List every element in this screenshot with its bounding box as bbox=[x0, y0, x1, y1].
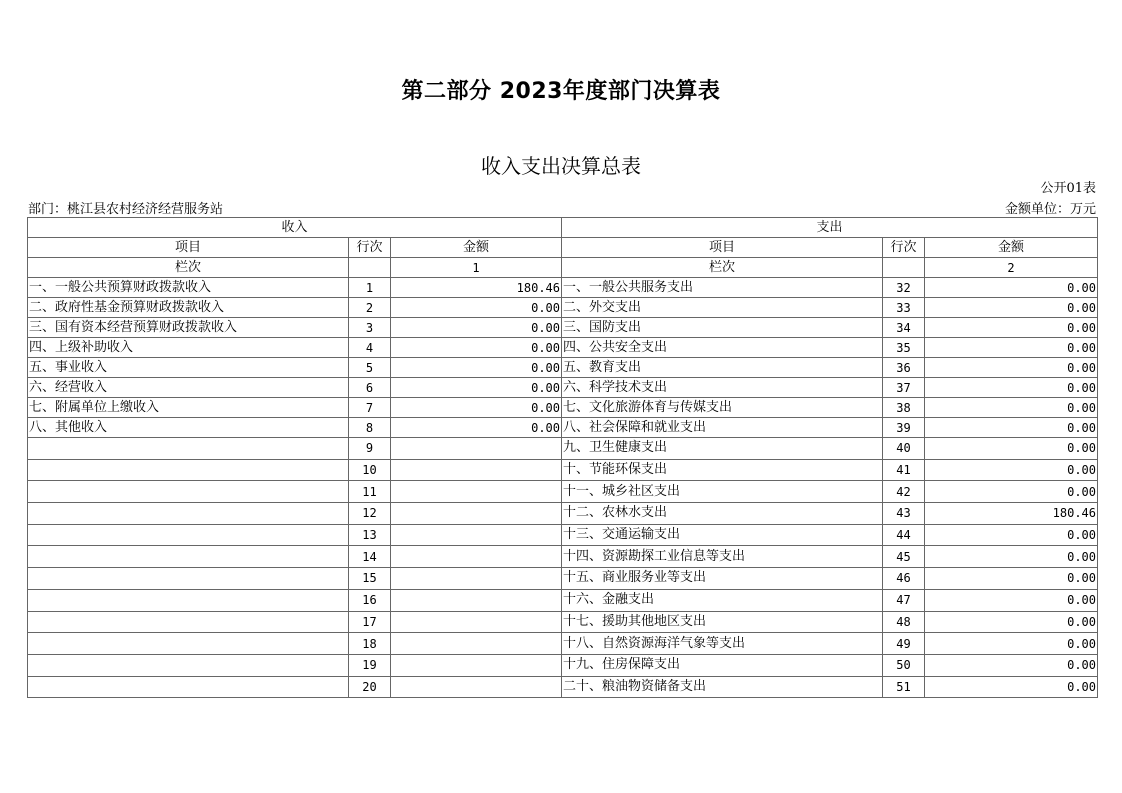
expense-line-cell: 43 bbox=[883, 503, 925, 525]
income-line-cell: 1 bbox=[349, 278, 391, 298]
income-item-cell bbox=[28, 654, 349, 676]
income-line-cell: 10 bbox=[349, 459, 391, 481]
amount-unit-label: 金额单位：万元 bbox=[1004, 202, 1096, 217]
income-amount-header: 金额 bbox=[391, 238, 562, 258]
expense-amount-cell: 0.00 bbox=[925, 481, 1098, 503]
income-column-label: 栏次 bbox=[28, 258, 349, 278]
expense-line-cell: 48 bbox=[883, 611, 925, 633]
expense-amount-cell: 0.00 bbox=[925, 318, 1098, 338]
income-amount-cell bbox=[391, 503, 562, 525]
income-item-cell: 六、经营收入 bbox=[28, 378, 349, 398]
expense-item-cell: 二、外交支出 bbox=[562, 298, 883, 318]
expense-item-cell: 十三、交通运输支出 bbox=[562, 524, 883, 546]
income-amount-cell: 0.00 bbox=[391, 398, 562, 418]
column-header-row bbox=[28, 238, 1098, 258]
expense-line-cell: 46 bbox=[883, 568, 925, 590]
table-row bbox=[28, 318, 1098, 338]
expense-item-cell: 十、节能环保支出 bbox=[562, 459, 883, 481]
expense-amount-cell: 0.00 bbox=[925, 546, 1098, 568]
expense-line-cell: 49 bbox=[883, 633, 925, 655]
expense-amount-cell: 0.00 bbox=[925, 418, 1098, 438]
income-amount-cell bbox=[391, 611, 562, 633]
income-line-cell: 2 bbox=[349, 298, 391, 318]
expense-column-line-blank bbox=[883, 258, 925, 278]
expense-amount-cell: 0.00 bbox=[925, 676, 1098, 698]
section-header-row bbox=[28, 218, 1098, 238]
table-row bbox=[28, 358, 1098, 378]
income-amount-cell bbox=[391, 568, 562, 590]
expense-line-cell: 45 bbox=[883, 546, 925, 568]
table-row bbox=[28, 378, 1098, 398]
table-row bbox=[28, 438, 1098, 460]
expense-item-cell: 十四、资源勘探工业信息等支出 bbox=[562, 546, 883, 568]
income-item-cell bbox=[28, 633, 349, 655]
income-amount-cell: 0.00 bbox=[391, 418, 562, 438]
expense-amount-cell: 0.00 bbox=[925, 298, 1098, 318]
income-amount-cell: 0.00 bbox=[391, 378, 562, 398]
income-line-cell: 9 bbox=[349, 438, 391, 460]
expense-item-cell: 七、文化旅游体育与传媒支出 bbox=[562, 398, 883, 418]
income-amount-cell: 0.00 bbox=[391, 298, 562, 318]
table-row bbox=[28, 481, 1098, 503]
expense-amount-cell: 180.46 bbox=[925, 503, 1098, 525]
table-row bbox=[28, 338, 1098, 358]
income-line-cell: 4 bbox=[349, 338, 391, 358]
income-item-cell bbox=[28, 676, 349, 698]
expense-item-cell: 十八、自然资源海洋气象等支出 bbox=[562, 633, 883, 655]
expense-line-cell: 47 bbox=[883, 589, 925, 611]
income-line-cell: 17 bbox=[349, 611, 391, 633]
income-amount-cell bbox=[391, 438, 562, 460]
expense-item-cell: 九、卫生健康支出 bbox=[562, 438, 883, 460]
expense-amount-cell: 0.00 bbox=[925, 278, 1098, 298]
table-row bbox=[28, 398, 1098, 418]
income-item-cell bbox=[28, 611, 349, 633]
expense-amount-cell: 0.00 bbox=[925, 524, 1098, 546]
income-line-cell: 5 bbox=[349, 358, 391, 378]
income-line-cell: 16 bbox=[349, 589, 391, 611]
form-code: 公开01表 bbox=[1040, 181, 1096, 196]
expense-item-cell: 四、公共安全支出 bbox=[562, 338, 883, 358]
income-amount-cell bbox=[391, 546, 562, 568]
expense-line-cell: 33 bbox=[883, 298, 925, 318]
expense-amount-cell: 0.00 bbox=[925, 633, 1098, 655]
expense-line-cell: 37 bbox=[883, 378, 925, 398]
table-row bbox=[28, 418, 1098, 438]
expense-amount-cell: 0.00 bbox=[925, 589, 1098, 611]
expense-item-cell: 三、国防支出 bbox=[562, 318, 883, 338]
income-amount-cell: 0.00 bbox=[391, 358, 562, 378]
income-line-header: 行次 bbox=[349, 238, 391, 258]
income-column-line-blank bbox=[349, 258, 391, 278]
income-amount-cell bbox=[391, 633, 562, 655]
expense-item-cell: 十五、商业服务业等支出 bbox=[562, 568, 883, 590]
expense-line-header: 行次 bbox=[883, 238, 925, 258]
income-line-cell: 12 bbox=[349, 503, 391, 525]
expense-amount-cell: 0.00 bbox=[925, 568, 1098, 590]
income-item-cell bbox=[28, 546, 349, 568]
document-title: 第二部分 2023年度部门决算表 bbox=[401, 79, 721, 104]
income-item-header: 项目 bbox=[28, 238, 349, 258]
expense-section-header: 支出 bbox=[562, 218, 1098, 238]
income-item-cell bbox=[28, 459, 349, 481]
income-item-cell bbox=[28, 503, 349, 525]
income-item-cell: 五、事业收入 bbox=[28, 358, 349, 378]
expense-line-cell: 36 bbox=[883, 358, 925, 378]
income-item-cell: 七、附属单位上缴收入 bbox=[28, 398, 349, 418]
income-line-cell: 6 bbox=[349, 378, 391, 398]
expense-amount-header: 金额 bbox=[925, 238, 1098, 258]
table-row bbox=[28, 503, 1098, 525]
expense-item-cell: 十六、金融支出 bbox=[562, 589, 883, 611]
income-item-cell: 八、其他收入 bbox=[28, 418, 349, 438]
expense-line-cell: 51 bbox=[883, 676, 925, 698]
income-section-header: 收入 bbox=[28, 218, 562, 238]
income-item-cell bbox=[28, 568, 349, 590]
income-line-cell: 18 bbox=[349, 633, 391, 655]
income-line-cell: 8 bbox=[349, 418, 391, 438]
expense-item-header: 项目 bbox=[562, 238, 883, 258]
expense-column-number: 2 bbox=[925, 258, 1098, 278]
expense-item-cell: 二十、粮油物资储备支出 bbox=[562, 676, 883, 698]
expense-amount-cell: 0.00 bbox=[925, 378, 1098, 398]
income-line-cell: 15 bbox=[349, 568, 391, 590]
table-row bbox=[28, 459, 1098, 481]
income-line-cell: 11 bbox=[349, 481, 391, 503]
expense-amount-cell: 0.00 bbox=[925, 611, 1098, 633]
table-row bbox=[28, 633, 1098, 655]
income-line-cell: 14 bbox=[349, 546, 391, 568]
expense-item-cell: 十九、住房保障支出 bbox=[562, 654, 883, 676]
table-row bbox=[28, 676, 1098, 698]
expense-item-cell: 五、教育支出 bbox=[562, 358, 883, 378]
expense-amount-cell: 0.00 bbox=[925, 338, 1098, 358]
table-row bbox=[28, 546, 1098, 568]
income-item-cell: 三、国有资本经营预算财政拨款收入 bbox=[28, 318, 349, 338]
expense-amount-cell: 0.00 bbox=[925, 438, 1098, 460]
table-row bbox=[28, 568, 1098, 590]
expense-line-cell: 44 bbox=[883, 524, 925, 546]
income-line-cell: 7 bbox=[349, 398, 391, 418]
income-item-cell bbox=[28, 589, 349, 611]
income-line-cell: 3 bbox=[349, 318, 391, 338]
income-expense-table bbox=[27, 217, 1098, 698]
table-row bbox=[28, 524, 1098, 546]
expense-item-cell: 六、科学技术支出 bbox=[562, 378, 883, 398]
income-amount-cell bbox=[391, 676, 562, 698]
expense-amount-cell: 0.00 bbox=[925, 654, 1098, 676]
income-amount-cell bbox=[391, 654, 562, 676]
income-amount-cell bbox=[391, 481, 562, 503]
income-item-cell bbox=[28, 524, 349, 546]
income-amount-cell: 180.46 bbox=[391, 278, 562, 298]
expense-line-cell: 39 bbox=[883, 418, 925, 438]
expense-amount-cell: 0.00 bbox=[925, 358, 1098, 378]
income-amount-cell: 0.00 bbox=[391, 318, 562, 338]
income-item-cell: 二、政府性基金预算财政拨款收入 bbox=[28, 298, 349, 318]
expense-item-cell: 十七、援助其他地区支出 bbox=[562, 611, 883, 633]
expense-line-cell: 35 bbox=[883, 338, 925, 358]
expense-amount-cell: 0.00 bbox=[925, 398, 1098, 418]
income-column-number: 1 bbox=[391, 258, 562, 278]
expense-item-cell: 八、社会保障和就业支出 bbox=[562, 418, 883, 438]
expense-item-cell: 十一、城乡社区支出 bbox=[562, 481, 883, 503]
expense-line-cell: 42 bbox=[883, 481, 925, 503]
income-line-cell: 13 bbox=[349, 524, 391, 546]
department-label: 部门：桃江县农村经济经营服务站 bbox=[28, 202, 224, 217]
expense-item-cell: 十二、农林水支出 bbox=[562, 503, 883, 525]
table-row bbox=[28, 589, 1098, 611]
table-title: 收入支出决算总表 bbox=[481, 154, 641, 178]
table-row bbox=[28, 654, 1098, 676]
expense-line-cell: 50 bbox=[883, 654, 925, 676]
expense-item-cell: 一、一般公共服务支出 bbox=[562, 278, 883, 298]
table-row bbox=[28, 298, 1098, 318]
expense-line-cell: 34 bbox=[883, 318, 925, 338]
expense-line-cell: 38 bbox=[883, 398, 925, 418]
expense-line-cell: 41 bbox=[883, 459, 925, 481]
income-item-cell: 四、上级补助收入 bbox=[28, 338, 349, 358]
expense-amount-cell: 0.00 bbox=[925, 459, 1098, 481]
column-number-row bbox=[28, 258, 1098, 278]
income-amount-cell bbox=[391, 459, 562, 481]
income-amount-cell bbox=[391, 524, 562, 546]
table-row bbox=[28, 278, 1098, 298]
expense-line-cell: 32 bbox=[883, 278, 925, 298]
income-amount-cell: 0.00 bbox=[391, 338, 562, 358]
table-row bbox=[28, 611, 1098, 633]
income-line-cell: 20 bbox=[349, 676, 391, 698]
expense-line-cell: 40 bbox=[883, 438, 925, 460]
income-item-cell bbox=[28, 481, 349, 503]
income-line-cell: 19 bbox=[349, 654, 391, 676]
expense-column-label: 栏次 bbox=[562, 258, 883, 278]
income-item-cell bbox=[28, 438, 349, 460]
income-amount-cell bbox=[391, 589, 562, 611]
income-item-cell: 一、一般公共预算财政拨款收入 bbox=[28, 278, 349, 298]
